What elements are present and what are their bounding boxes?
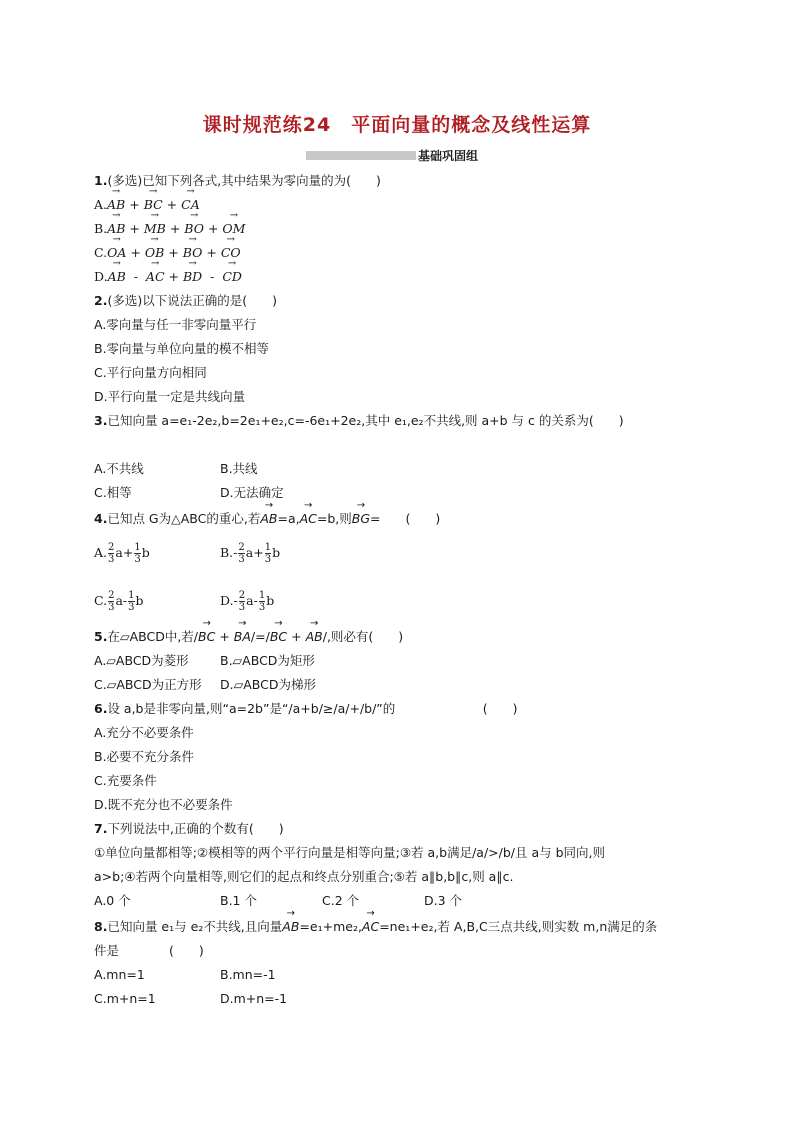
q4-option-a: A. $\frac{2}{3}$ a+ $\frac{1}{3}$ b xyxy=(94,542,150,565)
fraction: $\frac{2}{3}$ xyxy=(238,590,246,613)
q8-option-d: D.m+n=-1 xyxy=(220,991,288,1006)
q1-option-a: A.→ AB + → BC + → CA xyxy=(94,196,200,214)
q1-option-d: D.→ AB - → AC + → BD - → CD xyxy=(94,268,242,286)
q8-stem-line-2: 件是 ( ) xyxy=(94,943,204,958)
q4-option-c: C. $\frac{2}{3}$ a- $\frac{1}{3}$ b xyxy=(94,590,144,613)
q7-stem: 7.下列说法中,正确的个数有( ) xyxy=(94,821,284,836)
q2-option-a: A.零向量与任一非零向量平行 xyxy=(94,317,257,332)
q5-option-a: A.▱ABCD为菱形 xyxy=(94,653,189,668)
q1-stem: 1.(多选)已知下列各式,其中结果为零向量的为( ) xyxy=(94,173,381,188)
q4-option-d: D.- $\frac{2}{3}$ a- $\frac{1}{3}$ b xyxy=(220,590,275,613)
q5-option-b: B.▱ABCD为矩形 xyxy=(220,653,315,668)
q8-option-b: B.mn=-1 xyxy=(220,967,276,982)
q1-option-c: C.→ OA + → OB + → BO + → CO xyxy=(94,244,241,262)
q7-statements-line-2: a>b;④若两个向量相等,则它们的起点和终点分别重合;⑤若 a∥b,b∥c,则 a∥c. xyxy=(94,869,514,884)
q3-option-b: B.共线 xyxy=(220,461,258,476)
q7-option-d: D.3 个 xyxy=(424,893,463,908)
q6-option-b: B.必要不充分条件 xyxy=(94,749,195,764)
q8-stem: 8.已知向量 e₁与 e₂不共线,且向量→ AB=e₁+me₂,→ AC=ne₁+e₂,若 A,B,C三点共线,则实数 m,n满足的条 xyxy=(94,918,657,936)
fraction: $\frac{1}{3}$ xyxy=(258,590,266,613)
q3-option-c: C.相等 xyxy=(94,485,132,500)
q6-option-a: A.充分不必要条件 xyxy=(94,725,194,740)
fraction: $\frac{2}{3}$ xyxy=(108,590,115,613)
fraction: $\frac{1}{3}$ xyxy=(128,590,135,613)
q5-stem: 5.在▱ABCD中,若/→ BC + → BA/=/→ BC + → AB/,则必有( ) xyxy=(94,628,403,646)
fraction: $\frac{1}{3}$ xyxy=(264,542,272,565)
q7-option-a: A.0 个 xyxy=(94,893,131,908)
q6-stem: 6.设 a,b是非零向量,则“a=2b”是“/a+b/≥/a/+/b/”的 ( ) xyxy=(94,701,518,716)
q6-option-c: C.充要条件 xyxy=(94,773,157,788)
q5-option-c: C.▱ABCD为正方形 xyxy=(94,677,202,692)
section-bar xyxy=(306,151,416,160)
q8-option-a: A.mn=1 xyxy=(94,967,145,982)
q1-option-b: B.→ AB + → MB + → BO + → OM xyxy=(94,220,245,238)
q5-option-d: D.▱ABCD为梯形 xyxy=(220,677,316,692)
q3-option-d: D.无法确定 xyxy=(220,485,284,500)
q6-option-d: D.既不充分也不必要条件 xyxy=(94,797,233,812)
q2-option-b: B.零向量与单位向量的模不相等 xyxy=(94,341,270,356)
q4-stem: 4.已知点 G为△ABC的重心,若→ AB=a,→ AC=b,则→ BG= ( ) xyxy=(94,510,440,528)
page-title: 课时规范练24 平面向量的概念及线性运算 xyxy=(202,114,592,136)
q3-option-a: A.不共线 xyxy=(94,461,144,476)
q8-option-c: C.m+n=1 xyxy=(94,991,156,1006)
q2-stem: 2.(多选)以下说法正确的是( ) xyxy=(94,293,277,308)
fraction: $\frac{2}{3}$ xyxy=(238,542,245,565)
q2-option-c: C.平行向量方向相同 xyxy=(94,365,207,380)
q7-option-b: B.1 个 xyxy=(220,893,257,908)
q7-statements-line-1: ①单位向量都相等;②模相等的两个平行向量是相等向量;③若 a,b满足/a/>/b/且 a与 b同向,则 xyxy=(94,845,606,860)
section-label: 基础巩固组 xyxy=(418,149,479,163)
q7-option-c: C.2 个 xyxy=(322,893,360,908)
q2-option-d: D.平行向量一定是共线向量 xyxy=(94,389,246,404)
fraction: $\frac{1}{3}$ xyxy=(134,542,141,565)
q3-stem: 3.已知向量 a=e₁-2e₂,b=2e₁+e₂,c=-6e₁+2e₂,其中 e₁,e₂不共线,则 a+b 与 c 的关系为( ) xyxy=(94,413,624,428)
fraction: $\frac{2}{3}$ xyxy=(108,542,115,565)
q4-option-b: B.- $\frac{2}{3}$ a+ $\frac{1}{3}$ b xyxy=(220,542,281,565)
